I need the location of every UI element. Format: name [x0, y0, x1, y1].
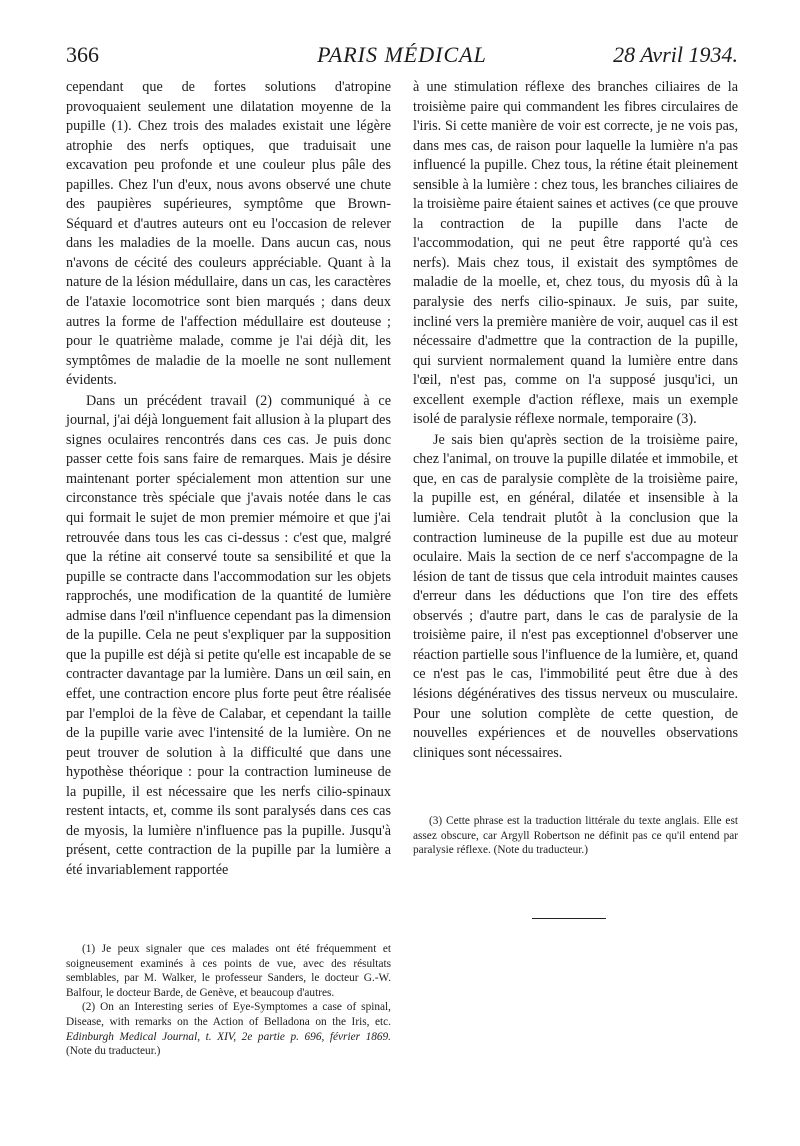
issue-date: 28 Avril 1934.: [613, 42, 738, 67]
right-column: [413, 78, 738, 763]
paragraph: Dans un précédent travail (2) communiqué à ce journal, j'ai déjà longuement fait allusion à la plupart des signes oculaires rencontrés dans ces cas. Je puis donc passer cette fois sans faire de remarques. Mais je désire maintenant porter spécialement mon attention sur une circonstance très spéciale que j'avais notée dans le cas qui formait le sujet de mon premier mémoire et que j'ai retrouvée dans tous les cas ci-dessus : c'est que, malgré que la rétine ait conservé toute sa sensibilité et que la pupille se contracte dans l'accommodation sur les objets rapprochés, une modification de la quantité de lumière admise dans l'œil n'influence cependant pas la dimension de la pupille. Cela ne peut s'expliquer par la supposition que la pupille est déjà si petite qu'elle est incapable de se contracter davantage par la lumière. Dans un œil sain, en effet, une contraction encore plus forte peut être réalisée par l'emploi de la fève de Calabar, et cependant la taille de la pupille varie avec l'intensité de la lumière. On ne peut trouver de solution à la difficulté que dans une hypothèse théorique : pour la contraction lumineuse de la pupille, il est nécessaire que les nerfs cilio-spinaux restent intacts, et, comme ils sont paralysés dans ces cas de myosis, la lumière n'influence pas la pupille. Jusqu'à présent, cette contraction de la pupille par la lumière a été invariablement rapportée: [66, 392, 391, 878]
footnote-3: [413, 814, 738, 858]
left-column: [66, 78, 391, 880]
section-end-rule: [532, 918, 606, 919]
footnote-text: (3) Cette phrase est la traduction littérale du texte anglais. Elle est assez obscure, car Argyll Robertson ne définit pas ce qu'il entend par paralysie réflexe. (Note du traducteur.): [413, 815, 738, 857]
paragraph: Je sais bien qu'après section de la troisième paire, chez l'animal, on trouve la pupille dilatée et immobile, et que, en cas de paralysie complète de la troisième paire, la pupille est, en général, dilatée et insensible à la lumière. Cela tendrait plutôt à la conclusion que la contraction lumineuse de la pupille est due au moteur oculaire. Mais la section de ce nerf s'accompagne de la lésion de tant de tissus que cela introduit maintes causes d'erreur dans les déductions que l'on tire des effets observés ; d'autre part, dans le cas de paralysie de la troisième paire, il n'est pas exceptionnel d'observer une réaction partielle sous l'influence de la lumière, et, quand ce n'est pas le cas, l'immobilité peut être due à des lésions dégénératives des tissus nerveux ou musculaire. Pour une solution complète de cette question, de nouvelles expériences et de nouvelles observations cliniques sont nécessaires.: [413, 431, 738, 761]
paragraph: cependant que de fortes solutions d'atropine provoquaient seulement une dilatation moyenne de la pupille (1). Chez trois des malades existait une légère atrophie des nerfs optiques, que traduisait une excavation peu profonde et une couleur plus pâle des papilles. Chez l'un d'eux, nous avons observé une chute des paupières supérieures, symptôme que Brown-Séquard et d'autres auteurs ont eu l'occasion de relever dans les maladies de la moelle. Dans aucun cas, nous n'avons de cécité des couleurs appréciable. Quant à la nature de la lésion médullaire, dans un cas, les caractères de l'ataxie locomotrice sont bien marqués ; dans deux autres la forme de l'affection médullaire est douteuse ; pour le quatrième malade, comme je l'ai déjà dit, les symptômes de maladie de la moelle ne sont nullement évidents.: [66, 79, 391, 389]
footnote-2-citation: Edinburgh Medical Journal, t. XIV, 2e partie p. 696, février 1869.: [66, 1030, 391, 1043]
footnote-2-text: (2) On an Interesting series of Eye-Symptomes a case of spinal, Disease, with remarks on the Action of Belladona on the Iris, etc.: [66, 1001, 391, 1028]
page-header: [66, 42, 738, 72]
footnote-2: [66, 1000, 391, 1058]
footnote-2-note: (Note du traducteur.): [66, 1045, 161, 1058]
journal-title: PARIS MÉDICAL: [317, 42, 487, 67]
page-number: 366: [66, 42, 99, 67]
paragraph: à une stimulation réflexe des branches ciliaires de la troisième paire qui commandent les fibres circulaires de l'iris. Si cette manière de voir est correcte, je ne vois pas, dans mes cas, de raison pour laquelle la lumière n'a pas influencé la pupille. Chez tous, la rétine était pleinement sensible à la lumière : chez tous, les branches ciliaires de la troisième paire étaient saines et actives (ce que prouve la contraction de la pupille dans l'acte de l'accommodation, qui ne peut être rapporté qu'à ces nerfs). Mais chez tous, il existait des symptômes de maladie de la moelle, et, chez tous, du myosis dû à la paralysie des nerfs cilio-spinaux. Je suis, par suite, incliné vers la première manière de voir, auquel cas il est nécessaire d'admettre que la contraction de la pupille, qui survient normalement quand la lumière entre dans l'œil, n'est pas, comme on l'a supposé jusqu'ici, un excellent exemple d'action réflexe, mais un exemple isolé de paralysie réflexe normale, temporaire (3).: [413, 79, 738, 428]
footnotes-left: [66, 942, 391, 1059]
footnote-1: (1) Je peux signaler que ces malades ont été fréquemment et soigneusement examinés à ces points de vue, avec des résultats semblables, par M. Walker, le professeur Sanders, le docteur G.-W. Balfour, le docteur Barde, de Genève, et beaucoup d'autres.: [66, 943, 391, 999]
